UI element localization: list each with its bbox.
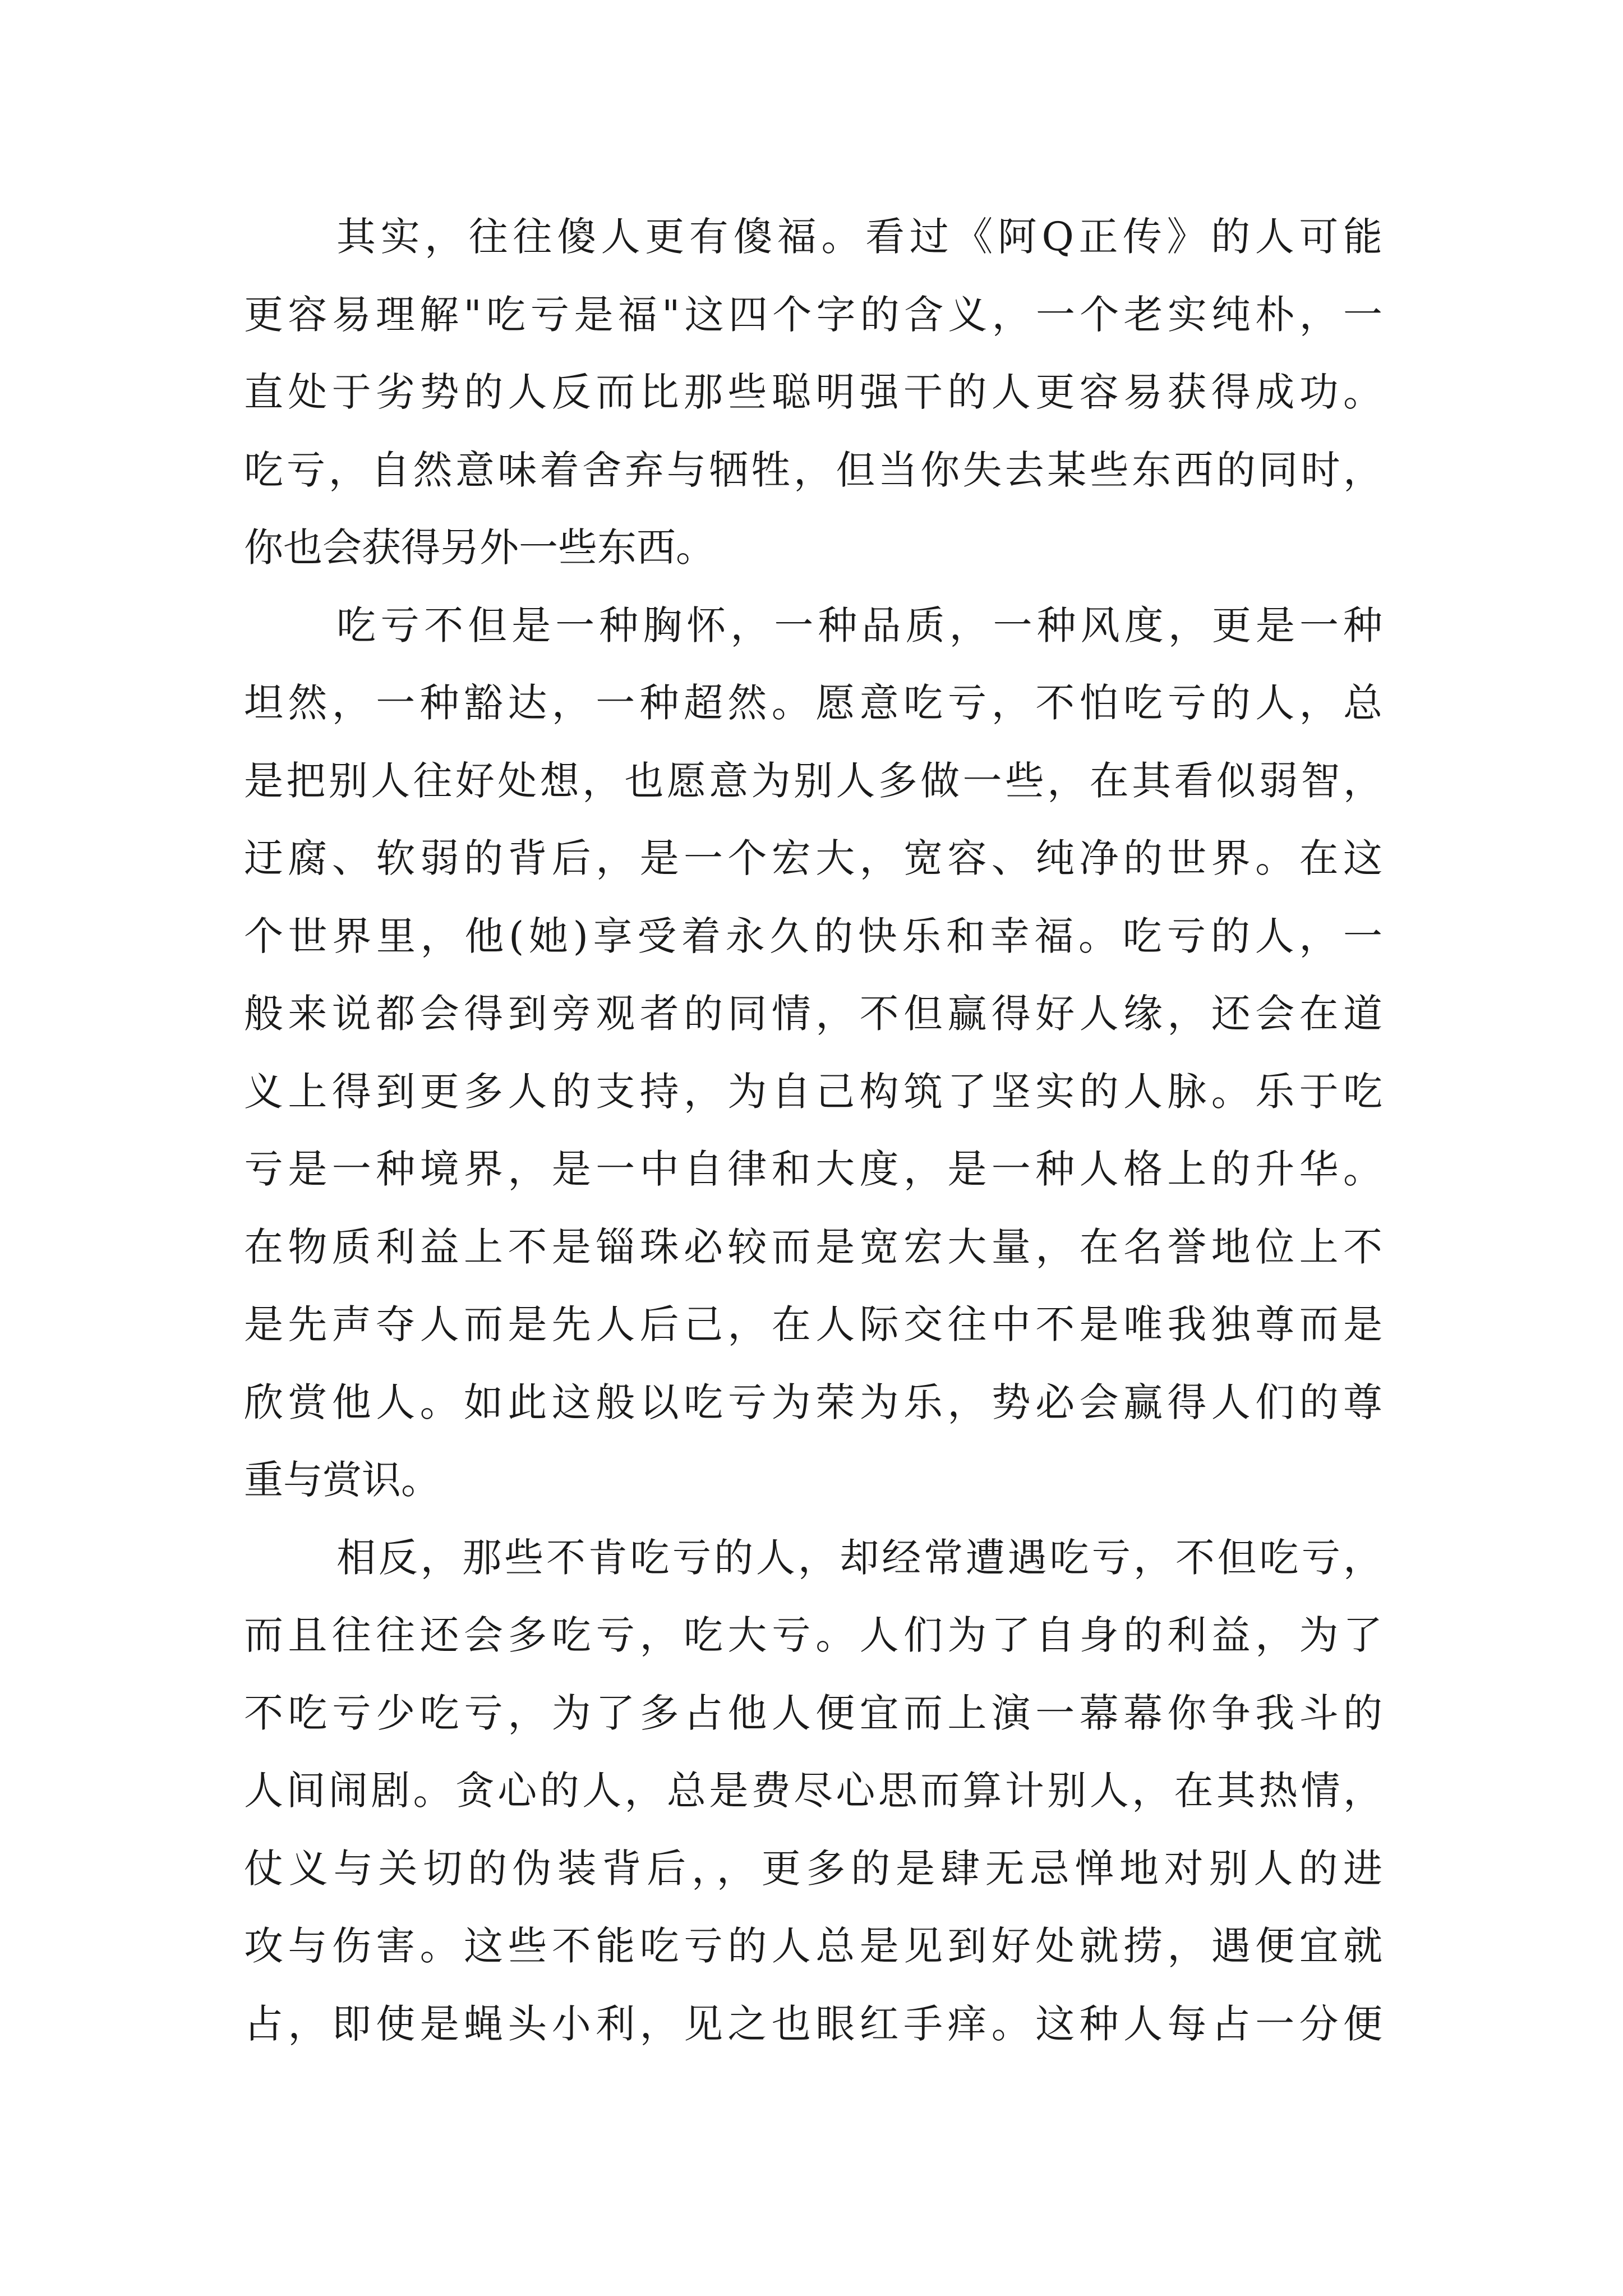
text-line: 相反，那些不肯吃亏的人，却经常遭遇吃亏，不但吃亏， xyxy=(336,1535,1382,1581)
text-line: 重与赏识。 xyxy=(244,1457,440,1503)
text-line: 义上得到更多人的支持，为自己构筑了坚实的人脉。乐于吃 xyxy=(244,1069,1382,1115)
text-line: 直处于劣势的人反而比那些聪明强干的人更容易获得成功。 xyxy=(244,369,1382,415)
text-line: 仗义与关切的伪装背后，，更多的是肆无忌惮地对别人的进 xyxy=(244,1846,1382,1892)
text-line: 人间闹剧。贪心的人，总是费尽心思而算计别人，在其热情， xyxy=(244,1768,1382,1814)
text-line: 更容易理解"吃亏是福"这四个字的含义，一个老实纯朴，一 xyxy=(244,292,1382,338)
text-line: 你也会获得另外一些东西。 xyxy=(244,524,715,570)
text-line: 吃亏不但是一种胸怀，一种品质，一种风度，更是一种 xyxy=(336,602,1382,648)
text-line: 般来说都会得到旁观者的同情，不但赢得好人缘，还会在道 xyxy=(244,991,1382,1037)
text-line: 在物质利益上不是锱珠必较而是宽宏大量，在名誉地位上不 xyxy=(244,1224,1382,1270)
text-line: 迂腐、软弱的背后，是一个宏大，宽容、纯净的世界。在这 xyxy=(244,835,1382,881)
text-line: 不吃亏少吃亏，为了多占他人便宜而上演一幕幕你争我斗的 xyxy=(244,1690,1382,1736)
text-line: 欣赏他人。如此这般以吃亏为荣为乐，势必会赢得人们的尊 xyxy=(244,1379,1382,1425)
text-line: 而且往往还会多吃亏，吃大亏。人们为了自身的利益，为了 xyxy=(244,1612,1382,1658)
text-line: 亏是一种境界，是一中自律和大度，是一种人格上的升华。 xyxy=(244,1146,1382,1192)
text-line: 是把别人往好处想，也愿意为别人多做一些，在其看似弱智， xyxy=(244,758,1382,804)
text-line: 占，即使是蝇头小利，见之也眼红手痒。这种人每占一分便 xyxy=(244,2001,1382,2047)
text-line: 坦然，一种豁达，一种超然。愿意吃亏，不怕吃亏的人，总 xyxy=(244,680,1382,726)
text-line: 吃亏，自然意味着舍弃与牺牲，但当你失去某些东西的同时， xyxy=(244,447,1382,493)
text-line: 其实，往往傻人更有傻福。看过《阿Q正传》的人可能 xyxy=(336,214,1382,260)
text-line: 是先声夺人而是先人后己，在人际交往中不是唯我独尊而是 xyxy=(244,1301,1382,1347)
text-line: 攻与伤害。这些不能吃亏的人总是见到好处就捞，遇便宜就 xyxy=(244,1923,1382,1969)
text-line: 个世界里，他(她)享受着永久的快乐和幸福。吃亏的人，一 xyxy=(244,913,1382,959)
